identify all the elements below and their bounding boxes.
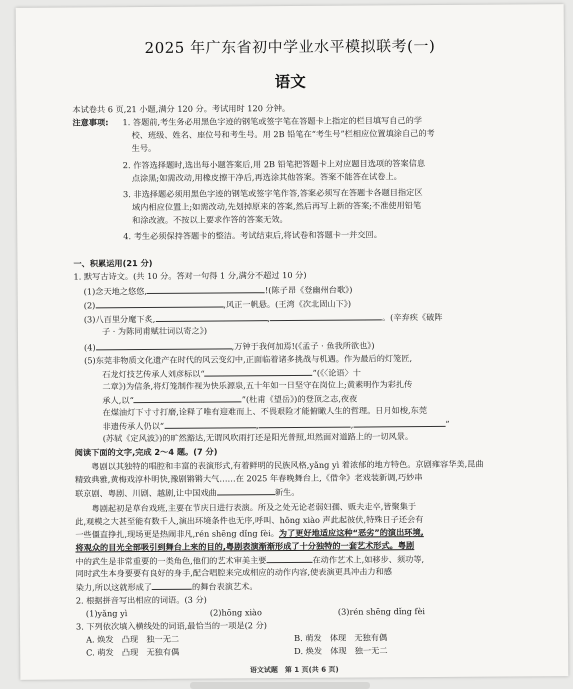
note-line: 校、班级、姓名、座位号和考生号。用 2B 铅笔在“考生号”栏相应位置填涂自己的考 — [131, 127, 435, 141]
reading-text: 在动作艺术上,如移步、须功等, — [312, 554, 425, 565]
q1-5-text: , — [350, 419, 354, 430]
answer-blank[interactable] — [134, 393, 242, 403]
exam-summary: 本试卷共 6 页,21 小题,满分 120 分。考试用时 120 分钟。 — [72, 103, 291, 115]
exam-title: 2025 年广东省初中学业水平模拟联考(一) — [144, 36, 436, 58]
question-1-2 — [84, 298, 351, 312]
question-1-3 — [84, 311, 443, 326]
q3-option-c[interactable]: C. 萌发 凸现 无独有偶 — [86, 646, 180, 658]
q1-5-text: , — [256, 420, 259, 431]
q1-4-text-a: (4) — [83, 342, 96, 353]
q1-5-text: ”(杜甫《望岳》)的登顶之志,夜夜 — [241, 393, 358, 405]
q1-5-line: (5)东莞非物质文化遗产在时代的风云变幻中,正面临着诸多挑战与机遇。作为最后的灯笼匠, — [84, 353, 413, 366]
question-1-1 — [84, 284, 353, 298]
note-line: 3. 非选择题必须用黑色字迹的钢笔或签字笔作答,答案必须写在答题卡各题目指定区 — [122, 187, 423, 200]
q1-5-line — [102, 367, 361, 381]
q1-2-text-b: ,风正一帆悬。(王湾《次北固山下》) — [223, 298, 352, 310]
notes-label: 注意事项: — [72, 117, 109, 128]
reading-text: 染力,所以这就形成了 — [75, 581, 153, 593]
answer-blank[interactable] — [152, 581, 192, 590]
answer-blank[interactable] — [96, 340, 232, 350]
q2-item: (2)hōng xiào — [209, 607, 262, 618]
page-footer: 语文试题 第 1 页(共 6 页) — [249, 665, 339, 675]
q1-1-text-a: (1)念天地之悠悠, — [83, 286, 148, 297]
q1-5-text: 非遗传承人仍以“ — [102, 420, 165, 432]
q1-5-text: ”(《〈论语〉十 — [312, 367, 361, 378]
answer-blank[interactable] — [164, 419, 256, 429]
scroll-strip — [190, 682, 370, 689]
underlined-sentence: 将观众的目光全部吸引到舞台上来的目的,粤剧表演渐渐形成了十分独特的一套艺术形式。粤剧 — [75, 540, 415, 553]
q1-3-text-a: (3)八百里分麾下炙, — [83, 313, 156, 325]
reading-line: 粤剧以其独特的唱腔和丰富的表演形式,有着鲜明的民族风格,yǎng yì 着浓郁的地方特色。京剧雍容华美,昆曲 — [74, 458, 484, 472]
note-line: 和涂改液。不按以上要求作答的答案无效。 — [132, 214, 288, 226]
reading-line: 精致典雅,黄梅戏淳朴明快,豫剧锵锵大气……在 2025 年春晚舞台上,《借伞》老戏装新调,巧妙串 — [74, 472, 423, 485]
section-heading: 一、积累运用(21 分) — [73, 257, 153, 269]
q3-option-b[interactable]: B. 萌发 体现 无独有偶 — [294, 632, 388, 643]
reading-text: 一些僵直挣扎,现场更是热闹非凡,rén shēng dǐng fèi。 — [75, 528, 279, 540]
reading-line — [75, 486, 299, 500]
answer-blank[interactable] — [147, 284, 265, 294]
note-line: 点涂黑;如需改动,用橡皮擦干净后,再选涂其他答案。答案不能答在试卷上。 — [131, 171, 402, 184]
answer-blank[interactable] — [350, 418, 445, 430]
q1-1-text-b: !(陈子昂《登幽州台歌》) — [264, 284, 353, 296]
reading-line: 同时武生本身要要有良好的身手,配合唱腔来完成相应的动作内容,使表演更具冲击力和感 — [75, 566, 392, 579]
reading-text: 联京剧、粤剧、川剧、越剧,让中国戏曲 — [75, 487, 217, 499]
question-3-stem: 3. 下列依次填入横线处的词语,最恰当的一项是(2 分) — [75, 620, 267, 632]
exam-page — [16, 4, 569, 680]
q1-3-text-b: , — [267, 313, 270, 324]
answer-blank[interactable] — [217, 486, 275, 495]
q1-5-text: ” — [445, 418, 450, 429]
q1-4-text-b: ,万钟于我何加焉!(《孟子 · 鱼我所欲也》) — [231, 340, 375, 352]
note-line: 4. 考生必须保持答题卡的整洁。考试结束后,将试卷和答题卡一并交回。 — [123, 229, 382, 242]
subject-title: 语文 — [274, 72, 306, 92]
q1-5-text: 石龙灯技艺传承人刘彦标以“ — [102, 368, 205, 380]
q1-5-text: 承人,以“ — [102, 395, 134, 406]
q1-5-line: 在煤油灯下寸寸打磨,诠释了唯有迎难而上、不畏艰险才能俯瞰人生的哲理。日月如梭,东莞 — [102, 405, 428, 418]
q3-option-d[interactable]: D. 焕发 体现 独一无二 — [294, 645, 388, 656]
q2-item: (1)yǎng yì — [85, 608, 128, 619]
answer-blank[interactable] — [205, 367, 313, 377]
question-2-stem: 2. 根据拼音写出相应的词语。(3 分) — [75, 594, 207, 606]
answer-blank[interactable] — [266, 554, 312, 563]
note-line: 域内相应位置上;如需改动,先划掉原来的答案,然后再写上新的答案;不准使用铅笔 — [132, 200, 422, 213]
question-1-stem: 1. 默写古诗文。(共 10 分。答对一句得 1 分,满分不超过 10 分) — [73, 269, 307, 282]
q1-5-line — [102, 393, 357, 407]
q1-3-text-c: 。(辛弃疾《破阵 — [381, 311, 443, 323]
note-line: 2. 作答选择题时,选出每小题答案后,用 2B 铅笔把答题卡上对应题目选项的答案信息 — [122, 158, 426, 171]
q1-3-source: 子 · 为陈同甫赋壮词以寄之》) — [101, 325, 208, 337]
answer-blank[interactable] — [155, 312, 267, 322]
reading-text: 中的武生是非常重要的一类角色,他们的艺术审美主要 — [75, 555, 267, 567]
reading-line: 粤剧起初是草台戏班,主要在节庆日进行表演。所及之处无论老弱妇孺、贩夫走卒,皆聚集于 — [75, 501, 417, 514]
question-1-4 — [84, 339, 375, 353]
q1-5-line: 二章》)为信条,将灯笼制作视为快乐源泉,五十年如一日坚守在岗位上;黄素明作为彩扎传 — [102, 379, 413, 392]
reading-text: 的舞台表演艺术。 — [191, 581, 258, 592]
reading-line — [75, 527, 424, 540]
reading-line — [76, 580, 258, 593]
answer-blank[interactable] — [95, 298, 223, 308]
answer-blank[interactable] — [270, 311, 382, 321]
q1-5-line — [103, 418, 450, 432]
q1-5-line: (苏轼《定风波》)的旷然豁达,无谓风吹雨打还是阳光普照,坦然面对道路上的一切风景。 — [102, 431, 414, 444]
reading-line: 此,观模之大甚至能有数千人,演出环境条件也无序,呼叫、hōng xiào 声此起彼伏,特殊日子还会有 — [75, 514, 424, 527]
answer-blank[interactable] — [259, 419, 351, 429]
reading-stem: 阅读下面的文字,完成 2～4 题。(7 分) — [74, 446, 218, 458]
reading-text: 新生。 — [274, 486, 300, 498]
note-line: 1. 答题前,考生务必用黑色字迹的钢笔或签字笔在答题卡上指定的栏目填写自己的学 — [122, 115, 423, 128]
underlined-sentence: 为了更好地适应这种“恶劣”的演出环境, — [278, 527, 424, 539]
note-line: 生号。 — [131, 142, 157, 154]
reading-line — [75, 553, 424, 567]
q2-item: (3)rén shēng dǐng fèi — [337, 606, 426, 617]
q1-2-text-a: (2) — [83, 300, 96, 311]
underlined-sentence-cont — [75, 540, 414, 553]
q3-option-a[interactable]: A. 焕发 凸现 独一无二 — [86, 633, 180, 645]
